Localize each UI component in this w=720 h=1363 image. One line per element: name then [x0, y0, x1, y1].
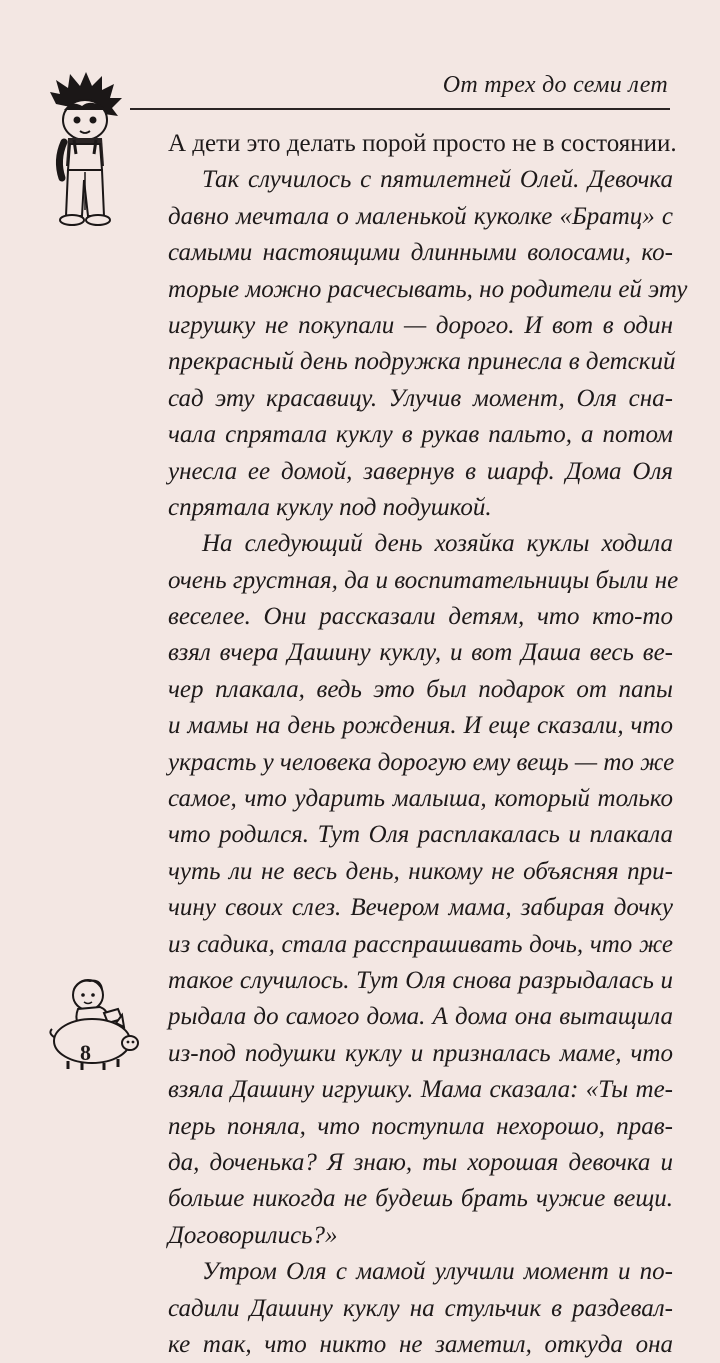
body-text — [168, 126, 688, 1363]
text-line: больше никогда не будешь брать чужие вещи. — [168, 1185, 673, 1213]
text-line: торые можно расчесывать, но родители ей эту — [168, 275, 688, 303]
text-line: из садика, стала расспрашивать дочь, что же — [168, 930, 673, 958]
text-line: На следующий день хозяйка куклы ходила — [202, 530, 673, 558]
text-line: прекрасный день подружка принесла в детский — [168, 348, 676, 376]
piggy-bank-illustration — [44, 975, 144, 1071]
text-line: сад эту красавицу. Улучив момент, Оля сна- — [168, 384, 673, 412]
text-line: самыми настоящими длинными волосами, ко- — [168, 239, 673, 267]
text-line: ке так, что никто не заметил, откуда она — [168, 1330, 673, 1358]
text-line: садили Дашину куклу на стульчик в раздевал- — [168, 1294, 673, 1322]
text-line: чала спрятала куклу в рукав пальто, а потом — [168, 421, 673, 449]
text-line: веселее. Они рассказали детям, что кто-то — [168, 603, 673, 631]
text-line: из-под подушки куклу и призналась маме, что — [168, 1039, 673, 1067]
text-line: взял вчера Дашину куклу, и вот Даша весь ве- — [168, 639, 673, 667]
text-line: чину своих слез. Вечером мама, забирая дочку — [168, 894, 673, 922]
text-line: Так случилось с пятилетней Олей. Девочка — [202, 166, 673, 194]
text-line: что родился. Тут Оля расплакалась и плакала — [168, 821, 673, 849]
text-line: А дети это делать порой просто не в состоянии. — [168, 130, 677, 157]
text-line: да, доченька? Я знаю, ты хорошая девочка и — [168, 1148, 673, 1176]
page-number: 8 — [80, 1040, 91, 1065]
text-line: унесла ее домой, завернув в шарф. Дома Оля — [168, 457, 673, 485]
text-line: очень грустная, да и воспитательницы были не — [168, 566, 679, 594]
text-line: игрушку не покупали — дорого. И вот в один — [168, 311, 673, 339]
text-line: Утром Оля с мамой улучили момент и по- — [202, 1258, 673, 1286]
text-line: давно мечтала о маленькой куколке «Братц» с — [168, 202, 673, 230]
text-line: спрятала куклу под подушкой. — [168, 493, 492, 521]
text-line: Договорились?» — [168, 1221, 338, 1249]
text-line: перь поняла, что поступила нехорошо, прав- — [168, 1112, 673, 1140]
text-line: рыдала до самого дома. А дома она вытащила — [168, 1003, 673, 1031]
text-line: и мамы на день рождения. И еще сказали, что — [168, 712, 673, 740]
header-rule — [130, 108, 670, 110]
text-line: чер плакала, ведь это был подарок от папы — [168, 675, 673, 703]
text-line: украсть у человека дорогую ему вещь — то же — [168, 748, 675, 776]
text-line: взяла Дашину игрушку. Мама сказала: «Ты те- — [168, 1076, 673, 1104]
running-head: От трех до семи лет — [442, 72, 668, 98]
text-line: самое, что ударить малыша, который только — [168, 785, 673, 813]
text-line: такое случилось. Тут Оля снова разрыдалась и — [168, 966, 673, 994]
text-line: чуть ли не весь день, никому не объясняя при- — [168, 857, 673, 885]
boy-illustration — [42, 70, 128, 230]
